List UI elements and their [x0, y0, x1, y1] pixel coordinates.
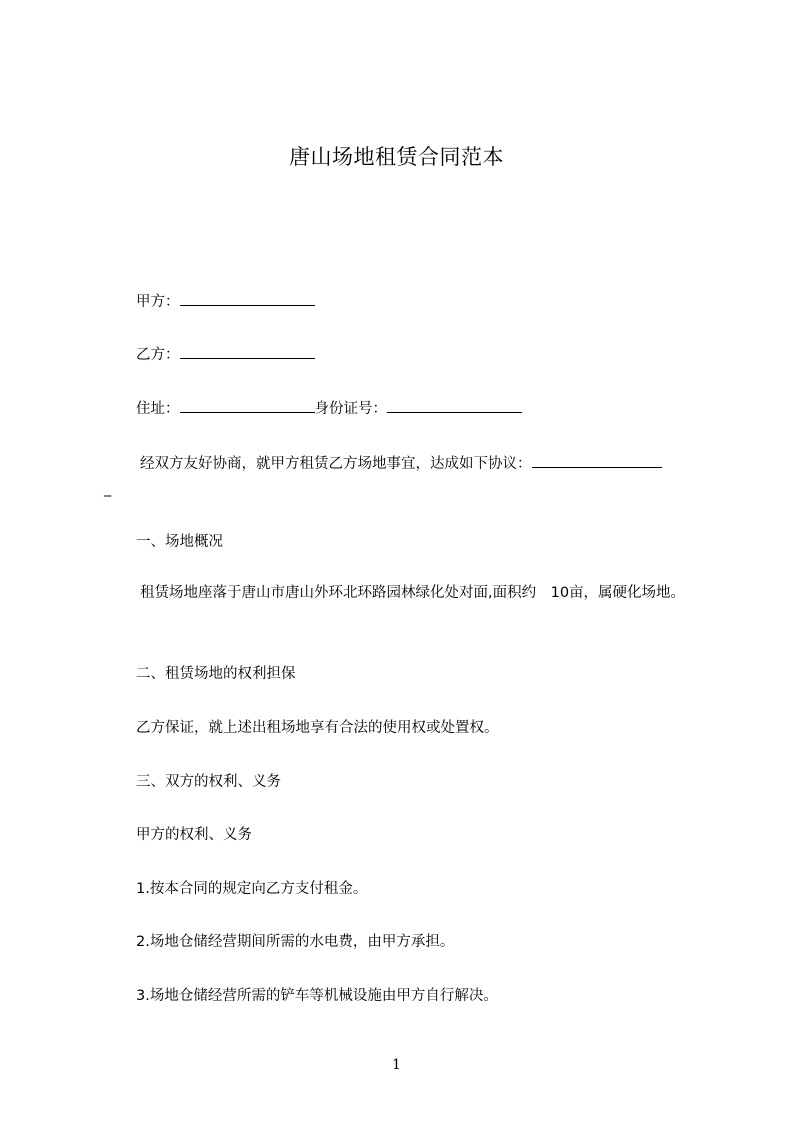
party-a-rights-heading: 甲方的权利、义务 — [136, 827, 252, 843]
party-b-line — [136, 343, 315, 366]
section1-heading: 一、场地概况 — [136, 534, 223, 550]
page-title: 唐山场地租赁合同范本 — [289, 145, 504, 169]
intro-line — [140, 452, 662, 475]
id-label: 身份证号： — [314, 401, 387, 417]
intro-tail: _ — [104, 481, 112, 497]
party-a-label: 甲方： — [136, 294, 180, 310]
id-blank — [387, 397, 522, 413]
section2-body: 乙方保证，就上述出租场地享有合法的使用权或处置权。 — [136, 720, 499, 736]
address-label: 住址： — [136, 401, 180, 417]
list-item: 1.按本合同的规定向乙方支付租金。 — [136, 881, 368, 897]
section2-heading: 二、租赁场地的权利担保 — [136, 666, 296, 682]
intro-blank — [532, 452, 662, 468]
section3-heading: 三、双方的权利、义务 — [136, 774, 281, 790]
section1-body: 租赁场地座落于唐山市唐山外环北环路园林绿化处对面,面积约 10亩，属硬化场地。 — [140, 585, 686, 601]
party-b-blank — [180, 343, 315, 359]
intro-text: 经双方友好协商，就甲方租赁乙方场地事宜，达成如下协议： — [140, 456, 532, 472]
party-b-label: 乙方： — [136, 347, 180, 363]
list-item: 2.场地仓储经营期间所需的水电费，由甲方承担。 — [136, 934, 455, 950]
page-number: 1 — [392, 1057, 401, 1073]
party-a-blank — [180, 290, 315, 306]
address-blank — [180, 397, 315, 413]
list-item: 3.场地仓储经营所需的铲车等机械设施由甲方自行解决。 — [136, 988, 498, 1004]
party-a-line — [136, 290, 315, 313]
address-line — [136, 397, 522, 420]
